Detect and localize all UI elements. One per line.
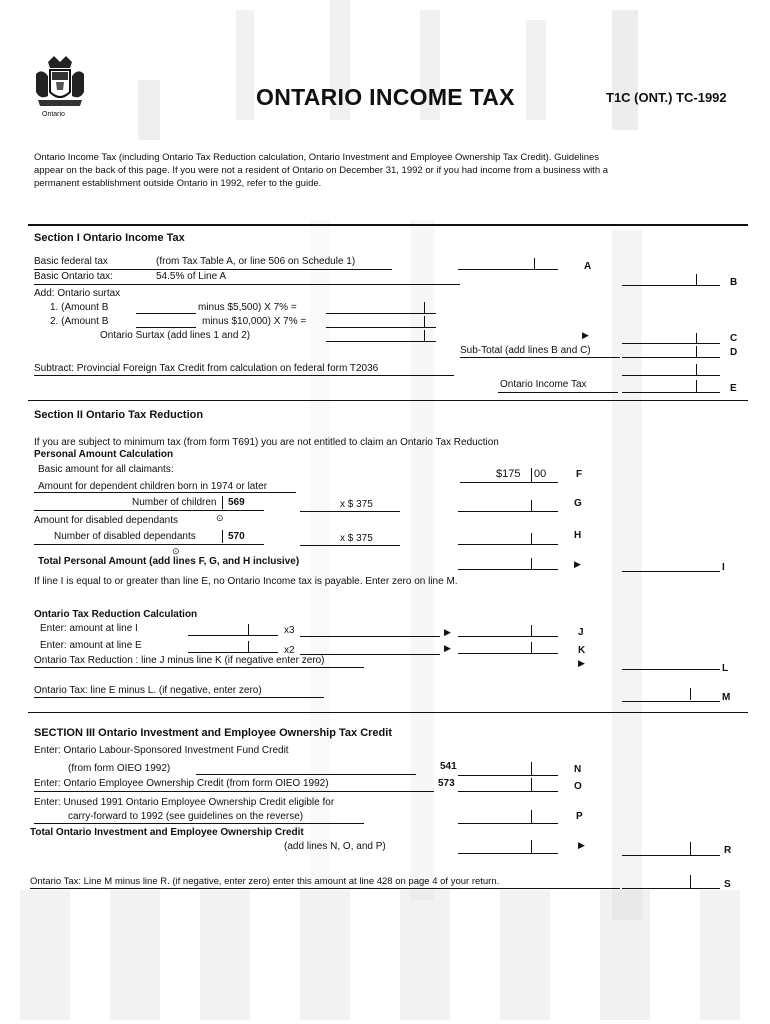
enter-line-i-label: Enter: amount at line I xyxy=(40,623,138,634)
line-letter-h: H xyxy=(574,530,582,541)
line-letter-o: O xyxy=(574,781,582,792)
line-o-field[interactable] xyxy=(458,778,558,792)
basic-amount-value: $175 xyxy=(496,468,521,480)
line-d-field[interactable] xyxy=(622,344,720,358)
code-569: 569 xyxy=(228,497,245,508)
basic-ontario-label: Basic Ontario tax: xyxy=(34,271,113,282)
subtract-label: Subtract: Provincial Foreign Tax Credit from calculation on federal form T2036 xyxy=(34,363,379,374)
number-disabled-label: Number of disabled dependants xyxy=(54,531,196,542)
tax-m-label: Ontario Tax: line E minus L. (if negative, enter zero) xyxy=(34,685,262,696)
line-c-field[interactable] xyxy=(622,331,720,344)
add-surtax-label: Add: Ontario surtax xyxy=(34,288,121,299)
line-i-field[interactable] xyxy=(622,558,720,572)
surtax-2-label: 2. (Amount B xyxy=(50,316,109,327)
line-letter-n: N xyxy=(574,764,582,775)
basic-amount-label: Basic amount for all claimants: xyxy=(38,464,174,475)
surtax-2-formula: minus $10,000) X 7% = xyxy=(202,316,307,327)
min-tax-note: If you are subject to minimum tax (from form T691) you are not entitled to claim an Ontario Tax Reduction xyxy=(34,437,499,448)
total-credit-field[interactable] xyxy=(458,839,558,854)
total-personal-field[interactable] xyxy=(458,556,558,570)
line-letter-a: A xyxy=(584,261,592,272)
code-541: 541 xyxy=(440,761,457,772)
section-2-title: Section II Ontario Tax Reduction xyxy=(34,409,204,421)
line-r-field[interactable] xyxy=(622,842,720,856)
line-letter-g: G xyxy=(574,498,582,509)
children-multiplier: x $ 375 xyxy=(340,499,373,510)
target-mark-icon: ⊙ xyxy=(172,546,180,556)
page-title: ONTARIO INCOME TAX xyxy=(256,84,515,110)
employee-credit-label: Enter: Ontario Employee Ownership Credit (from form OIEO 1992) xyxy=(34,778,329,789)
intro-line-1: Ontario Income Tax (including Ontario Tax Reduction calculation, Ontario Investment and Employee Ownership Tax Credit). Guidelines xyxy=(34,152,600,163)
final-tax-label: Ontario Tax: Line M minus line R. (if negative, enter zero) enter this amount at line 428 on page 4 of your return. xyxy=(30,876,500,887)
surtax-1-field[interactable] xyxy=(326,302,436,314)
disabled-amount-label: Amount for disabled dependants xyxy=(34,515,178,526)
line-j-field[interactable] xyxy=(458,624,558,637)
line-letter-k: K xyxy=(578,645,586,656)
personal-calc-heading: Personal Amount Calculation xyxy=(34,449,174,460)
enter-line-e-field[interactable] xyxy=(188,640,278,653)
subtotal-label: Sub-Total (add lines B and C) xyxy=(460,345,591,356)
line-letter-e: E xyxy=(730,383,737,394)
line-l-field[interactable] xyxy=(622,656,720,670)
total-credit-label-2: (add lines N, O, and P) xyxy=(284,841,386,852)
code-573: 573 xyxy=(438,778,455,789)
dependent-children-label: Amount for dependent children born in 1974 or later xyxy=(38,481,268,492)
basic-ontario-note: 54.5% of Line A xyxy=(156,271,227,282)
multiplier-x3: x3 xyxy=(284,625,295,636)
line-letter-j: J xyxy=(578,627,584,638)
basic-amount-cents: 00 xyxy=(534,468,547,480)
labour-fund-label-2: (from form OIEO 1992) xyxy=(68,763,171,774)
line-a-field[interactable] xyxy=(458,256,558,270)
coat-of-arms-icon xyxy=(30,54,90,110)
number-of-children-label: Number of children xyxy=(132,497,217,508)
ontario-income-tax-label: Ontario Income Tax xyxy=(500,379,587,390)
reduction-label: Ontario Tax Reduction : line J minus line K (if negative enter zero) xyxy=(34,655,325,666)
line-letter-s: S xyxy=(724,879,731,890)
line-letter-m: M xyxy=(722,692,731,703)
arrow-icon: ▶ xyxy=(444,643,451,653)
line-letter-f: F xyxy=(576,469,583,480)
line-b-field[interactable] xyxy=(622,272,720,286)
intro-line-3: permanent establishment outside Ontario in 1992, refer to the guide. xyxy=(34,178,322,189)
arrow-icon: ▶ xyxy=(574,559,581,569)
form-code: T1C (ONT.) TC-1992 xyxy=(606,90,727,105)
section-divider xyxy=(28,712,748,713)
foreign-tax-field[interactable] xyxy=(622,362,720,376)
line-p-field[interactable] xyxy=(458,809,558,824)
total-credit-label-1: Total Ontario Investment and Employee Ownership Credit xyxy=(30,827,304,838)
logo-caption: Ontario xyxy=(42,111,65,118)
ontario-coat-of-arms-logo xyxy=(30,54,90,120)
code-570: 570 xyxy=(228,531,245,542)
surtax-1-label: 1. (Amount B xyxy=(50,302,109,313)
reduction-calc-heading: Ontario Tax Reduction Calculation xyxy=(34,609,198,620)
section-divider xyxy=(28,400,748,401)
arrow-icon: ▶ xyxy=(444,627,451,637)
line-letter-p: P xyxy=(576,811,583,822)
intro-line-2: appear on the back of this page. If you were not a resident of Ontario on December 31, 1992 or if you had income from a business with a xyxy=(34,165,609,176)
line-letter-r: R xyxy=(724,845,732,856)
line-k-field[interactable] xyxy=(458,641,558,654)
line-s-field[interactable] xyxy=(622,875,720,889)
line-g-field[interactable] xyxy=(458,498,558,512)
disabled-multiplier: x $ 375 xyxy=(340,533,373,544)
surtax-1-formula: minus $5,500) X 7% = xyxy=(198,302,297,313)
enter-line-e-label: Enter: amount at line E xyxy=(40,640,142,651)
enter-line-i-field[interactable] xyxy=(188,623,278,636)
line-letter-c: C xyxy=(730,333,738,344)
basic-federal-label: Basic federal tax xyxy=(34,256,108,267)
line-letter-l: L xyxy=(722,663,729,674)
line-letter-b: B xyxy=(730,277,738,288)
surtax-2-field[interactable] xyxy=(326,316,436,328)
line-n-field[interactable] xyxy=(458,762,558,776)
surtax-total-label: Ontario Surtax (add lines 1 and 2) xyxy=(100,330,251,341)
arrow-icon: ▶ xyxy=(578,658,585,668)
section-3-title: SECTION III Ontario Investment and Employee Ownership Tax Credit xyxy=(34,727,392,739)
labour-fund-label-1: Enter: Ontario Labour-Sponsored Investment Fund Credit xyxy=(34,745,289,756)
unused-credit-label-2: carry-forward to 1992 (see guidelines on the reverse) xyxy=(68,811,304,822)
line-i-note: If line I is equal to or greater than line E, no Ontario Income tax is payable. Enter zero on line M. xyxy=(34,576,458,587)
unused-credit-label-1: Enter: Unused 1991 Ontario Employee Ownership Credit eligible for xyxy=(34,797,335,808)
line-e-field[interactable] xyxy=(622,378,720,393)
line-letter-d: D xyxy=(730,347,738,358)
line-m-field[interactable] xyxy=(622,688,720,702)
multiplier-x2: x2 xyxy=(284,645,295,656)
target-mark-icon: ⊙ xyxy=(216,513,224,523)
line-letter-i: I xyxy=(722,562,725,573)
arrow-icon: ▶ xyxy=(582,330,589,340)
basic-federal-note: (from Tax Table A, or line 506 on Schedule 1) xyxy=(156,256,356,267)
section-1-title: Section I Ontario Income Tax xyxy=(34,232,185,244)
section-divider xyxy=(28,224,748,226)
total-personal-label: Total Personal Amount (add lines F, G, and H inclusive) xyxy=(38,556,300,567)
arrow-icon: ▶ xyxy=(578,840,585,850)
line-h-field[interactable] xyxy=(458,531,558,545)
surtax-total-field[interactable] xyxy=(326,330,436,342)
